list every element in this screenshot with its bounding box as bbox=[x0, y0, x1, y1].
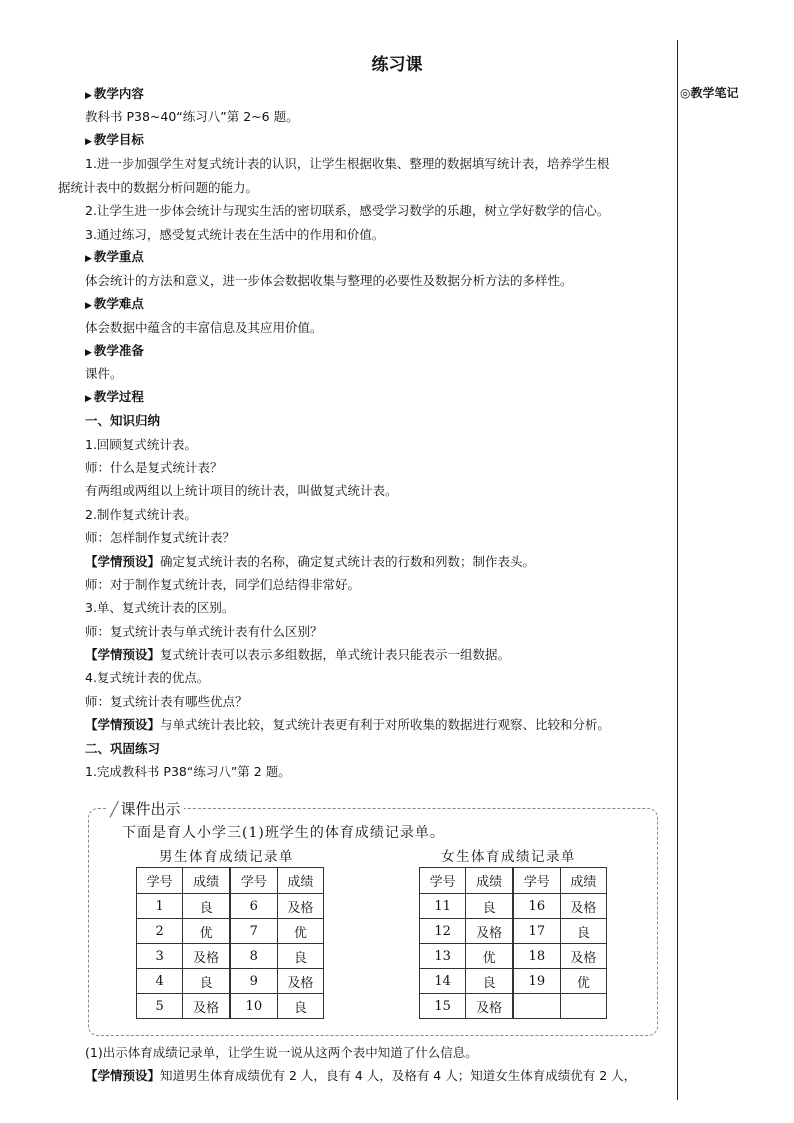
boys-table-caption: 男生体育成绩记录单 bbox=[159, 849, 294, 865]
cell: 14 bbox=[420, 969, 466, 994]
key-header: ▶ 教学重点 bbox=[85, 249, 144, 264]
triangle-bullet-icon: ▶ bbox=[85, 254, 92, 264]
margin-divider-tick bbox=[677, 104, 678, 112]
cell: 18 bbox=[513, 944, 560, 969]
table-row bbox=[137, 944, 324, 969]
step-1: 1.回顾复式统计表。 bbox=[85, 437, 197, 452]
cell: 4 bbox=[137, 969, 183, 994]
cell: 良 bbox=[277, 944, 323, 969]
cell: 良 bbox=[183, 894, 230, 919]
girls-grade-table bbox=[419, 867, 607, 1019]
teacher-comment: 师：对于制作复式统计表，同学们总结得非常好。 bbox=[85, 577, 361, 592]
cell: 及格 bbox=[183, 944, 230, 969]
side-note-label: ◎教学笔记 bbox=[680, 86, 739, 100]
cell: 优 bbox=[183, 919, 230, 944]
section-2-heading: 二、巩固练习 bbox=[85, 741, 161, 756]
cell: 及格 bbox=[466, 919, 513, 944]
cell: 优 bbox=[560, 969, 606, 994]
content-text: 教科书 P38~40“练习八”第 2~6 题。 bbox=[85, 109, 299, 124]
table-row bbox=[137, 969, 324, 994]
process-header: ▶ 教学过程 bbox=[85, 389, 144, 404]
step-3: 3.单、复式统计表的区别。 bbox=[85, 600, 235, 615]
goals-header: ▶ 教学目标 bbox=[85, 132, 144, 147]
prep-text: 课件。 bbox=[85, 366, 123, 381]
cell: 良 bbox=[466, 894, 513, 919]
table-row bbox=[420, 919, 607, 944]
teacher-q-4: 师：复式统计表有哪些优点？ bbox=[85, 694, 248, 709]
cell: 11 bbox=[420, 894, 466, 919]
cell: 19 bbox=[513, 969, 560, 994]
goal-3: 3.通过练习，感受复式统计表在生活中的作用和价值。 bbox=[85, 227, 385, 242]
difficulty-text: 体会数据中蕴含的丰富信息及其应用价值。 bbox=[85, 320, 323, 335]
courseware-label: ╱ 课件出示 bbox=[106, 798, 184, 819]
exercise-1: 1.完成教科书 P38“练习八”第 2 题。 bbox=[85, 764, 291, 779]
cell: 良 bbox=[183, 969, 230, 994]
cell: 10 bbox=[230, 994, 277, 1019]
courseware-intro: 下面是育人小学三(1)班学生的体育成绩记录单。 bbox=[122, 825, 445, 841]
cell: 8 bbox=[230, 944, 277, 969]
teacher-q-2: 师：怎样制作复式统计表？ bbox=[85, 530, 236, 545]
col-header-id: 学号 bbox=[513, 868, 560, 894]
col-header-grade: 成绩 bbox=[560, 868, 606, 894]
content-header: ▶ 教学内容 bbox=[85, 86, 144, 101]
goal-1-line-1: 1.进一步加强学生对复式统计表的认识，让学生根据收集、整理的数据填写统计表，培养学生根 bbox=[85, 156, 610, 171]
answer-1: 有两组或两组以上统计项目的统计表，叫做复式统计表。 bbox=[85, 483, 398, 498]
step-2: 2.制作复式统计表。 bbox=[85, 507, 197, 522]
goal-2: 2.让学生进一步体会统计与现实生活的密切联系，感受学习数学的乐趣，树立学好数学的信心。 bbox=[85, 203, 610, 218]
cell: 2 bbox=[137, 919, 183, 944]
prep-header: ▶ 教学准备 bbox=[85, 343, 144, 358]
cell: 15 bbox=[420, 994, 466, 1019]
key-text: 体会统计的方法和意义，进一步体会数据收集与整理的必要性及数据分析方法的多样性。 bbox=[85, 273, 573, 288]
col-header-id: 学号 bbox=[137, 868, 183, 894]
col-header-id: 学号 bbox=[230, 868, 277, 894]
cell: 及格 bbox=[466, 994, 513, 1019]
difficulty-header: ▶ 教学难点 bbox=[85, 296, 144, 311]
table-row bbox=[420, 969, 607, 994]
cell: 及格 bbox=[560, 944, 606, 969]
cell: 6 bbox=[230, 894, 277, 919]
cell: 良 bbox=[466, 969, 513, 994]
preset-answer-1: 【学情预设】确定复式统计表的名称，确定复式统计表的行数和列数；制作表头。 bbox=[85, 554, 536, 569]
step-4: 4.复式统计表的优点。 bbox=[85, 670, 210, 685]
triangle-bullet-icon: ▶ bbox=[85, 301, 92, 311]
section-1-heading: 一、知识归纳 bbox=[85, 413, 161, 428]
table-row bbox=[420, 944, 607, 969]
preset-answer-3: 【学情预设】与单式统计表比较，复式统计表更有利于对所收集的数据进行观察、比较和分析。 bbox=[85, 717, 611, 732]
table-row bbox=[420, 994, 607, 1019]
cell: 17 bbox=[513, 919, 560, 944]
table-row bbox=[137, 994, 324, 1019]
cell: 良 bbox=[277, 994, 323, 1019]
cell: 及格 bbox=[183, 994, 230, 1019]
cell: 优 bbox=[466, 944, 513, 969]
cell bbox=[513, 994, 560, 1019]
triangle-bullet-icon: ▶ bbox=[85, 394, 92, 404]
preset-answer-4: 【学情预设】知道男生体育成绩优有 2 人，良有 4 人，及格有 4 人；知道女生体育成绩优有 2 人， bbox=[85, 1068, 637, 1083]
cell: 5 bbox=[137, 994, 183, 1019]
goal-1-line-2: 据统计表中的数据分析问题的能力。 bbox=[58, 180, 259, 195]
page-title: 练习课 bbox=[371, 55, 423, 75]
cell: 及格 bbox=[560, 894, 606, 919]
cell: 7 bbox=[230, 919, 277, 944]
teacher-q-3: 师：复式统计表与单式统计表有什么区别？ bbox=[85, 624, 323, 639]
girls-table-caption: 女生体育成绩记录单 bbox=[441, 849, 576, 865]
col-header-grade: 成绩 bbox=[277, 868, 323, 894]
teacher-q-1: 师：什么是复式统计表？ bbox=[85, 460, 223, 475]
col-header-id: 学号 bbox=[420, 868, 466, 894]
cell: 良 bbox=[560, 919, 606, 944]
table-row bbox=[137, 894, 324, 919]
boys-grade-table bbox=[136, 867, 324, 1019]
triangle-bullet-icon: ▶ bbox=[85, 91, 92, 101]
table-row bbox=[420, 894, 607, 919]
cell: 13 bbox=[420, 944, 466, 969]
triangle-bullet-icon: ▶ bbox=[85, 137, 92, 147]
cell: 及格 bbox=[277, 969, 323, 994]
cell: 16 bbox=[513, 894, 560, 919]
cell: 12 bbox=[420, 919, 466, 944]
cell bbox=[560, 994, 606, 1019]
cell: 及格 bbox=[277, 894, 323, 919]
cell: 9 bbox=[230, 969, 277, 994]
cell: 3 bbox=[137, 944, 183, 969]
exercise-1-step-1: (1)出示体育成绩记录单，让学生说一说从这两个表中知道了什么信息。 bbox=[85, 1045, 478, 1060]
cell: 1 bbox=[137, 894, 183, 919]
col-header-grade: 成绩 bbox=[183, 868, 230, 894]
pen-stroke-icon: ╱ bbox=[110, 802, 119, 818]
margin-divider bbox=[677, 40, 678, 1100]
preset-answer-2: 【学情预设】复式统计表可以表示多组数据，单式统计表只能表示一组数据。 bbox=[85, 647, 511, 662]
col-header-grade: 成绩 bbox=[466, 868, 513, 894]
triangle-bullet-icon: ▶ bbox=[85, 348, 92, 358]
table-row bbox=[137, 919, 324, 944]
cell: 优 bbox=[277, 919, 323, 944]
